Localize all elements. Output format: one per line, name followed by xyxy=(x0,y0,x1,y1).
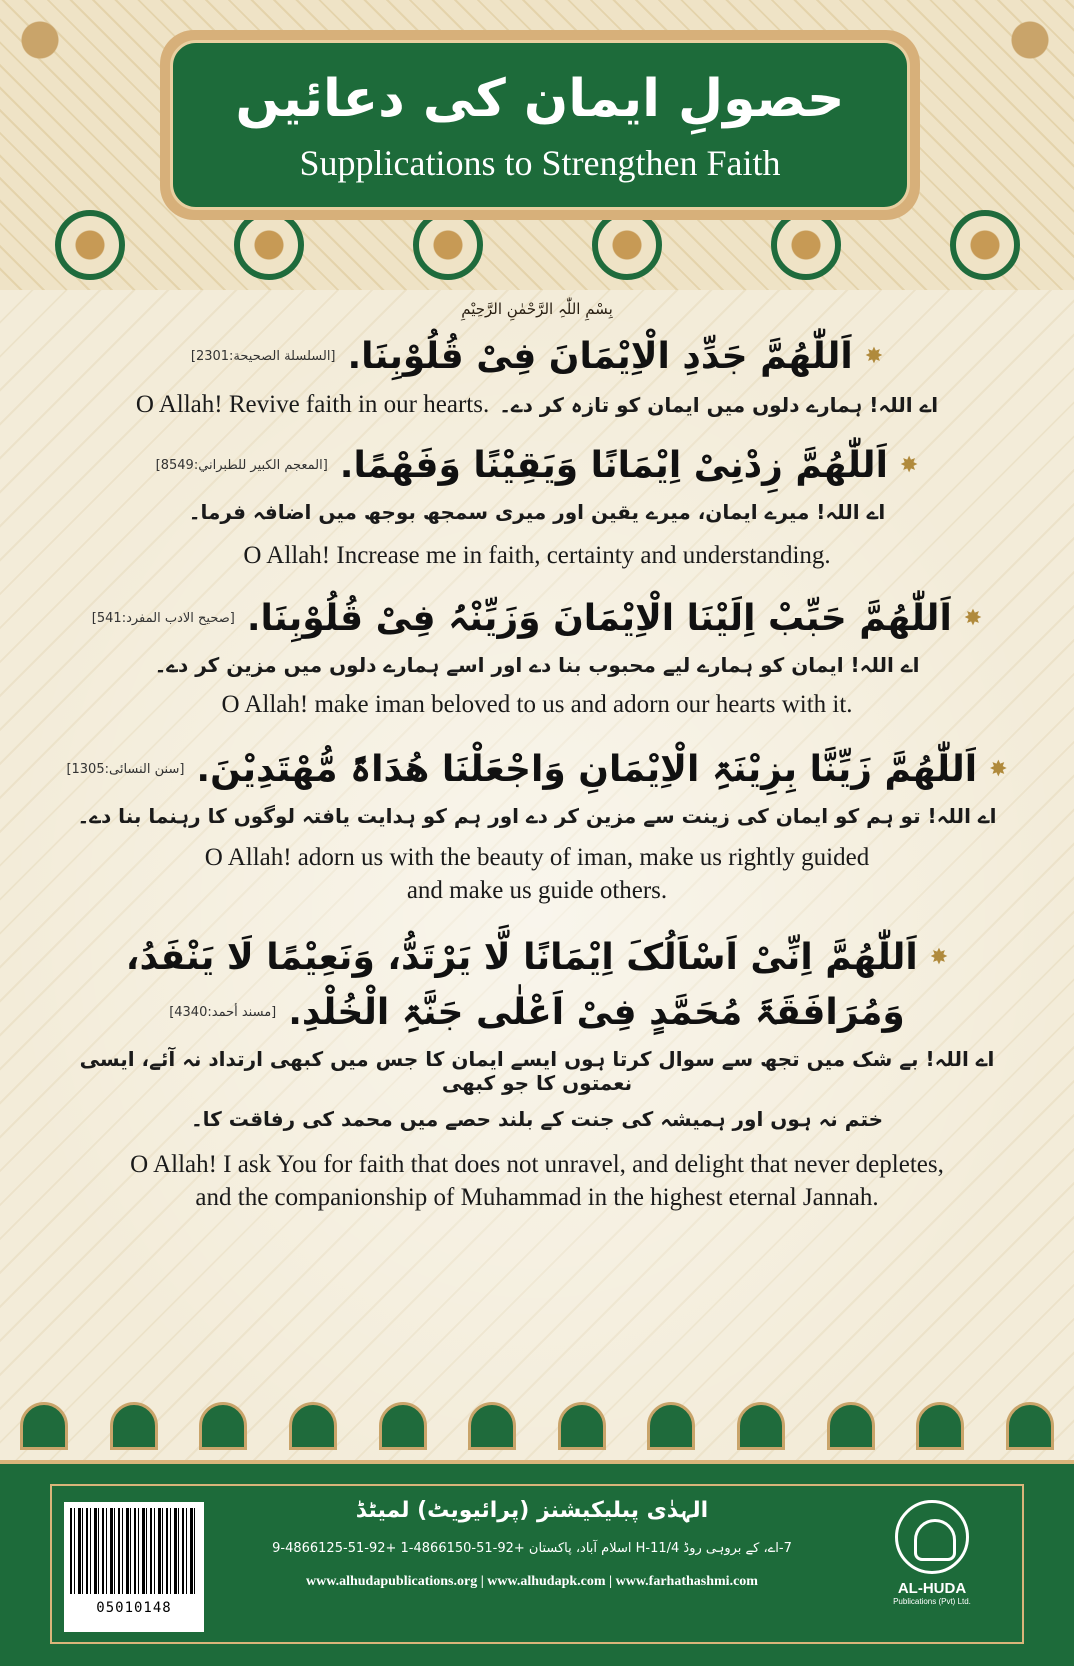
ornament-icon xyxy=(234,210,304,280)
ornament-icon xyxy=(55,210,125,280)
ornament-icon xyxy=(647,1402,695,1450)
dua-urdu-line: اے اللہ! بے شک میں تجھ سے سوال کرتا ہوں ایسے ایمان کا جس میں کبھی ارتداد نہ آئے، ایسی نعمتوں کا جو کبھی xyxy=(79,1047,995,1095)
dua-reference: [صحيح الادب المفرد:541] xyxy=(91,611,235,626)
dua-english-line: and make us guide others. xyxy=(406,876,668,904)
ornament-icon xyxy=(558,1402,606,1450)
page-title-urdu: حصولِ ایمان کی دعائیں xyxy=(235,69,845,130)
ornament-icon xyxy=(289,1402,337,1450)
supplications-content xyxy=(0,290,1074,1530)
publisher-name: الہدٰی پبلیکیشنز (پرائیویٹ) لمیٹڈ xyxy=(355,1498,709,1523)
dua-arabic: اَللّٰھُمَّ اِنِّیْ اَسْاَلُکَ اِیْمَانًا لَّا یَرْتَدُّ، وَنَعِیْمًا لَا یَنْفَدُ، xyxy=(125,937,918,978)
dua-english xyxy=(0,1149,1074,1214)
title-panel xyxy=(170,40,910,210)
dua-reference: [السلسلة الصحيحة:2301] xyxy=(190,349,336,364)
ornament-icon xyxy=(592,210,662,280)
star-bullet-icon: ✸ xyxy=(929,945,949,970)
ornament-icon xyxy=(916,1402,964,1450)
ornament-icon xyxy=(379,1402,427,1450)
dua-english-line: and the companionship of Muhammad in the highest eternal Jannah. xyxy=(195,1183,879,1211)
dua-english-line: O Allah! I ask You for faith that does not unravel, and delight that never depletes, xyxy=(130,1151,944,1178)
logo-name: AL-HUDA xyxy=(897,1580,967,1597)
dua-english: O Allah! Revive faith in our hearts. xyxy=(135,391,490,418)
dua-item xyxy=(0,336,1074,419)
dua-arabic-line xyxy=(0,598,1074,639)
dua-item xyxy=(0,445,1074,570)
dua-urdu xyxy=(0,1047,1074,1131)
dua-arabic: وَمُرَافَقَۃَ مُحَمَّدٍ فِیْ اَعْلٰی جَنَّۃِ الْخُلْدِ. xyxy=(288,992,905,1033)
dua-english xyxy=(0,842,1074,907)
dua-arabic: اَللّٰھُمَّ زِدْنِیْ اِیْمَانًا وَیَقِیْنًا وَفَھْمًا. xyxy=(339,445,888,486)
dua-urdu: اے اللہ! ہمارے دلوں میں ایمان کو تازہ کر دے۔ xyxy=(499,393,939,417)
footer-frame xyxy=(50,1484,1024,1644)
title-plate xyxy=(160,30,920,220)
dua-reference: [سنن النسائی:1305] xyxy=(66,762,185,777)
ornament-icon xyxy=(737,1402,785,1450)
publisher-websites: www.alhudapublications.org | www.alhudapk.com | www.farhathashmi.com xyxy=(306,1574,758,1589)
ornament-icon xyxy=(1006,1402,1054,1450)
publisher-info xyxy=(222,1492,842,1590)
dua-reference: [المعجم الكبير للطبراني:8549] xyxy=(155,458,328,473)
dua-arabic-line xyxy=(0,992,1074,1033)
dua-arabic-line xyxy=(0,749,1074,790)
dua-urdu: اے اللہ! میرے ایمان، میرے یقین اور میری سمجھ بوجھ میں اضافہ فرما۔ xyxy=(188,500,886,524)
dua-urdu: اے اللہ! ایمان کو ہمارے لیے محبوب بنا دے اور اسے ہمارے دلوں میں مزین کر دے۔ xyxy=(154,653,920,677)
logo-subtitle: Publications (Pvt) Ltd. xyxy=(893,1597,971,1606)
star-bullet-icon: ✸ xyxy=(864,344,884,369)
star-bullet-icon: ✸ xyxy=(989,757,1008,782)
footer xyxy=(0,1460,1074,1666)
barcode-number: 05010148 xyxy=(96,1600,172,1616)
page-title-english: Supplications to Strengthen Faith xyxy=(299,142,781,183)
ornament-icon xyxy=(827,1402,875,1450)
dua-arabic: اَللّٰھُمَّ حَبِّبْ اِلَیْنَا الْاِیْمَانَ وَزَیِّنْہُ فِیْ قُلُوْبِنَا. xyxy=(246,598,952,639)
ornament-icon xyxy=(413,210,483,280)
dua-arabic-line xyxy=(0,937,1074,978)
star-bullet-icon: ✸ xyxy=(899,453,919,478)
dua-arabic-line xyxy=(0,445,1074,486)
dua-english: O Allah! make iman beloved to us and adorn our hearts with it. xyxy=(221,691,853,718)
dua-urdu-line: ختم نہ ہوں اور ہمیشہ کی جنت کے بلند حصے میں محمد کی رفاقت کا۔ xyxy=(190,1107,884,1131)
barcode-icon xyxy=(70,1508,198,1594)
dua-english: O Allah! Increase me in faith, certainty and understanding. xyxy=(243,542,831,569)
ornament-icon xyxy=(950,210,1020,280)
publisher-address: 7-اے، کے بروہی روڈ H-11/4 اسلام آباد، پاکستان +92-51-4866150-1 +92-51-4866125-9 xyxy=(272,1541,792,1556)
ornament-icon xyxy=(771,210,841,280)
al-huda-logo xyxy=(872,1500,992,1606)
footer-ornament-row xyxy=(0,1380,1074,1450)
dua-reference: [مسند أحمد:4340] xyxy=(169,1005,277,1020)
dua-arabic-line xyxy=(0,336,1074,377)
dua-item xyxy=(0,937,1074,1214)
ornament-icon xyxy=(468,1402,516,1450)
ornament-icon xyxy=(20,1402,68,1450)
dua-translation-row xyxy=(0,391,1074,419)
ornament-icon xyxy=(199,1402,247,1450)
bismillah: بِسْمِ اللّٰہِ الرَّحْمٰنِ الرَّحِیْمِ xyxy=(461,300,613,318)
dua-item xyxy=(0,598,1074,719)
ornament-icon xyxy=(110,1402,158,1450)
dua-urdu: اے اللہ! تو ہم کو ایمان کی زینت سے مزین کر دے اور ہم کو ہدایت یافتہ لوگوں کا رہنما بنا دے۔ xyxy=(77,804,997,828)
barcode xyxy=(64,1502,204,1632)
dua-arabic: اَللّٰھُمَّ جَدِّدِ الْاِیْمَانَ فِیْ قُلُوْبِنَا. xyxy=(347,336,853,377)
dua-arabic: اَللّٰھُمَّ زَیِّنَّا بِزِیْنَۃِ الْاِیْمَانِ وَاجْعَلْنَا ھُدَاۃً مُّھْتَدِیْنَ. xyxy=(196,749,978,790)
al-huda-emblem-icon xyxy=(895,1500,969,1574)
star-bullet-icon: ✸ xyxy=(963,606,983,631)
dua-item xyxy=(0,749,1074,907)
header-ornament-band xyxy=(0,0,1074,290)
dua-english-line: O Allah! adorn us with the beauty of iman, make us rightly guided xyxy=(204,844,870,871)
